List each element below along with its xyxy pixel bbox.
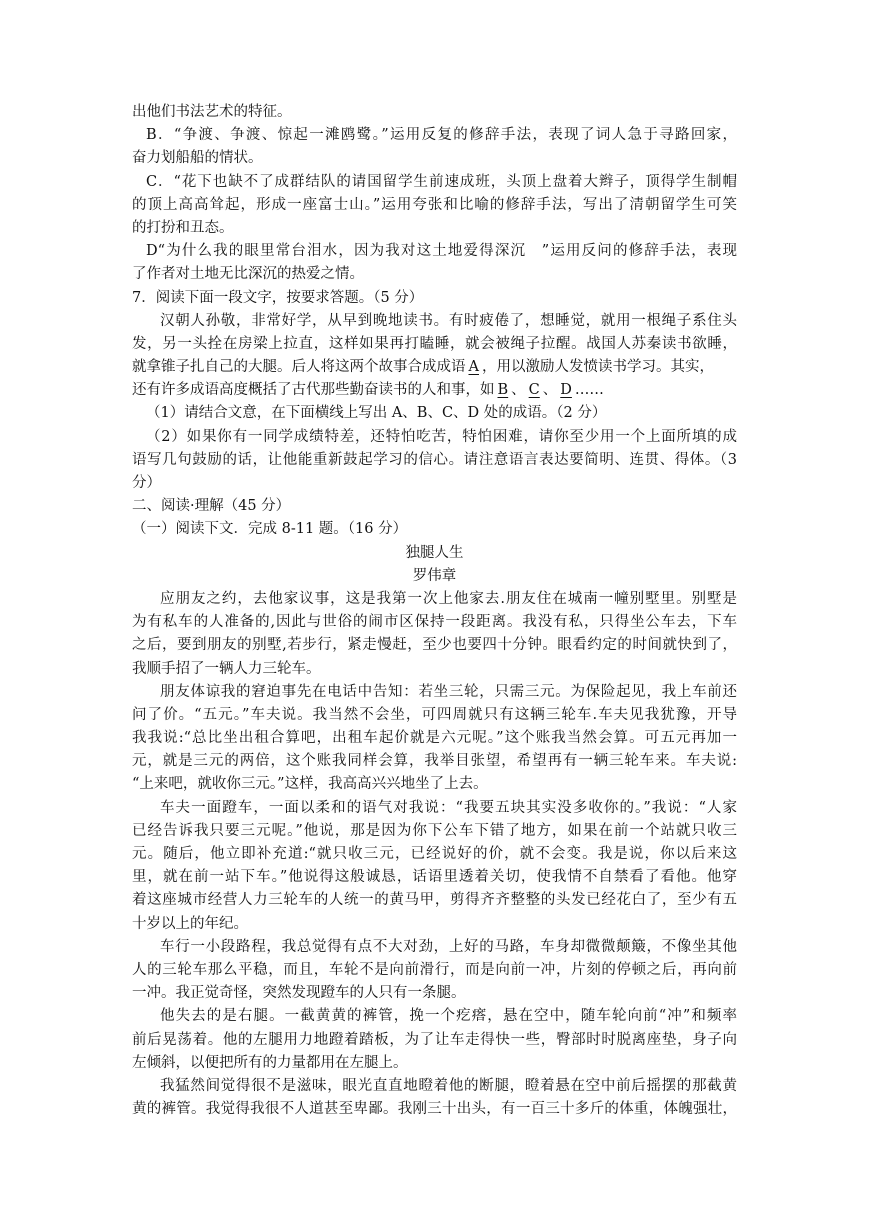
line-text: 汉朝人孙敬，非常好学，从早到晚地读书。有时疲倦了，想睡觉，就用一根绳子系住头 [160,312,737,329]
line-text: 车行一小段路程，我总觉得有点不大对劲，上好的马路，车身却微微颠簸，不像坐其他 [160,938,737,955]
line-text: 已经告诉我只要三元呢。”他说，那是因为你下公车下错了地方，如果在前一个站就只收三 [132,822,737,839]
text-line [132,263,737,286]
line-text: 我猛然间觉得很不是滋味，眼光直直地瞪着他的断腿，瞪着悬在空中前后摇摆的那截黄 [160,1077,737,1094]
text-line [132,101,737,124]
text-line [132,1075,737,1098]
line-text: 之后，要到朋友的别墅,若步行，紧走慢赶，至少也要四十分钟。眼看约定的时间就快到了， [132,637,737,654]
text-line [132,495,737,518]
line-text: 朋友体谅我的窘迫事先在电话中告知：若坐三轮，只需三元。为保险起见，我上车前还 [160,683,737,700]
text-line [132,681,737,704]
line-text: 二、阅读·理解（45 分） [132,498,291,515]
text-line [132,588,737,611]
line-text: 黄的裤管。我觉得我很不人道甚至卑鄙。我刚三十出头，有一百三十多斤的体重，体魄强壮， [132,1101,737,1118]
text-line [132,797,737,820]
line-text: 发，另一头拴在房梁上拉直，这样如果再打瞌睡，就会被绳子拉醒。战国人苏秦读书欲睡， [132,335,737,352]
blank-c: C [528,382,540,399]
line-text: 奋力划船船的情状。 [132,150,263,167]
line-text: 的打扮和丑态。 [132,219,234,236]
line-text: 车夫一面蹬车，一面以柔和的语气对我说：“我要五块其实没多收你的。”我说：“人家 [160,799,737,816]
text-line [132,658,737,681]
line-text: 元。随后，他立即补充道:“就只收三元，已经说好的价，就不会变。我是说，你以后来这 [132,846,737,862]
text-line [132,913,737,936]
line-text: （一）阅读下文．完成 8-11 题。（16 分） [132,521,408,538]
text-line [132,426,737,449]
line-text: 一冲。我正觉奇怪，突然发现蹬车的人只有一条腿。 [132,985,466,1002]
text-line [132,449,737,472]
blank-d: D [560,382,572,399]
text-line [132,936,737,959]
line-text: 我我说:“总比坐出租合算吧，出租车起价就是六元呢。”这个账我当然会算。可五元再加一 [132,730,737,747]
line-text: 里，就在前一站下车。”他说得这般诚恳，话语里透着关切，使我情不自禁看了看他。他穿 [132,869,737,886]
line-text: 出他们书法艺术的特征。 [132,104,292,120]
line-text: 的顶上高高耸起，形成一座富士山。”运用夸张和比喻的修辞手法，写出了清朝留学生可笑 [132,196,737,213]
line-text: 我顺手招了一辆人力三轮车。 [132,660,321,677]
text-line [132,982,737,1005]
text-line [132,402,737,425]
line-text: 前后晃荡着。他的左腿用力地蹬着踏板，为了让车走得快一些，臀部时时脱离座垫，身子向 [132,1031,737,1048]
line-text: 还有许多成语高度概括了古代那些勤奋读书的人和事，如 [132,382,495,399]
line-text: （1）请结合文意，在下面横线上写出 A、B、C、D 处的成语。（2 分） [146,405,607,422]
blank-a: A [468,359,479,376]
text-line [132,1098,737,1121]
text-line [132,287,737,310]
line-text: 语写几句鼓励的话，让他能重新鼓起学习的信心。请注意语言表达要简明、连贯、得体。（3 [132,451,737,468]
text-line [132,1052,737,1075]
text-line [132,843,737,866]
line-text: 着这座城市经营人力三轮车的人统一的黄马甲，剪得齐齐整整的头发已经花白了，至少有五 [132,892,737,909]
text-line [132,1005,737,1028]
text-line [132,379,737,402]
text-line [132,773,737,796]
line-text: 问了价。“五元。”车夫说。我当然不会坐，可四周就只有这辆三轮车.车夫见我犹豫，开导 [132,706,737,723]
text-line [132,240,737,263]
text-line [132,750,737,773]
line-text: 人的三轮车那么平稳，而且，车轮不是向前滑行，而是向前一冲，片刻的停顿之后，再向前 [132,961,737,978]
line-text: 他失去的是右腿。一截黄黄的裤管，挽一个疙瘩，悬在空中，随车轮向前“冲”和频率 [160,1008,737,1025]
line-text: 罗伟章 [412,567,457,584]
text-line [132,866,737,889]
text-line [132,310,737,333]
text-line [132,704,737,727]
text-line [132,472,737,495]
line-text: C．“花下也缺不了成群结队的请国留学生前速成班，头顶上盘着大辫子，顶得学生制帽 [146,173,737,190]
line-text: …… [574,382,604,399]
line-text: “上来吧，就收你三元。”这样，我高高兴兴地坐了上去。 [132,776,488,793]
separator: 、 [511,382,526,399]
line-text: B．“争渡、争渡、惊起一滩鸥鹭。”运用反复的修辞手法，表现了词人急于寻路回家， [146,127,737,144]
line-text: D“为什么我的眼里常台泪水，因为我对这土地爱得深沉 ”运用反问的修辞手法，表现 [146,243,737,260]
text-line [132,333,737,356]
blank-b: B [497,382,509,399]
text-line [132,356,737,379]
text-line [132,171,737,194]
line-text: 元，就是三元的两倍，这个账我同样会算，我举目张望，希望再有一辆三轮车来。车夫说: [132,753,737,770]
text-line [132,565,737,588]
text-line [132,634,737,657]
line-text: 分） [132,475,161,491]
text-line [132,959,737,982]
text-line [132,889,737,912]
line-text: 了作者对土地无比深沉的热爱之情。 [132,266,364,283]
line-text: ，用以激励人发愤读书学习。其实， [481,359,714,376]
text-line [132,217,737,240]
document-body [132,101,737,1121]
text-line [132,194,737,217]
line-text: 独腿人生 [405,544,464,561]
line-text: （2）如果你有一同学成绩特差，还特怕吃苦，特怕困难，请你至少用一个上面所填的成 [146,428,737,445]
text-line [132,518,737,541]
text-line [132,147,737,170]
text-line [132,1029,737,1052]
line-text: 左倾斜，以便把所有的力量都用在左腿上。 [132,1054,408,1071]
line-text: 7．阅读下面一段文字，按要求答题。（5 分） [132,289,424,306]
separator: 、 [542,382,558,399]
line-text: 为有私车的人准备的,因此与世俗的闹市区保持一段距离。我没有私，只得坐公车去，下车 [132,614,737,631]
line-text: 就拿锥子扎自己的大腿。后人将这两个故事合成成语 [132,359,466,376]
text-line [132,727,737,750]
text-line [132,611,737,634]
line-text: 应朋友之约，去他家议事，这是我第一次上他家去.朋友住在城南一幢别墅里。别墅是 [160,590,737,607]
text-line [132,542,737,565]
line-text: 十岁以上的年纪。 [132,915,248,932]
text-line [132,820,737,843]
text-line [132,124,737,147]
